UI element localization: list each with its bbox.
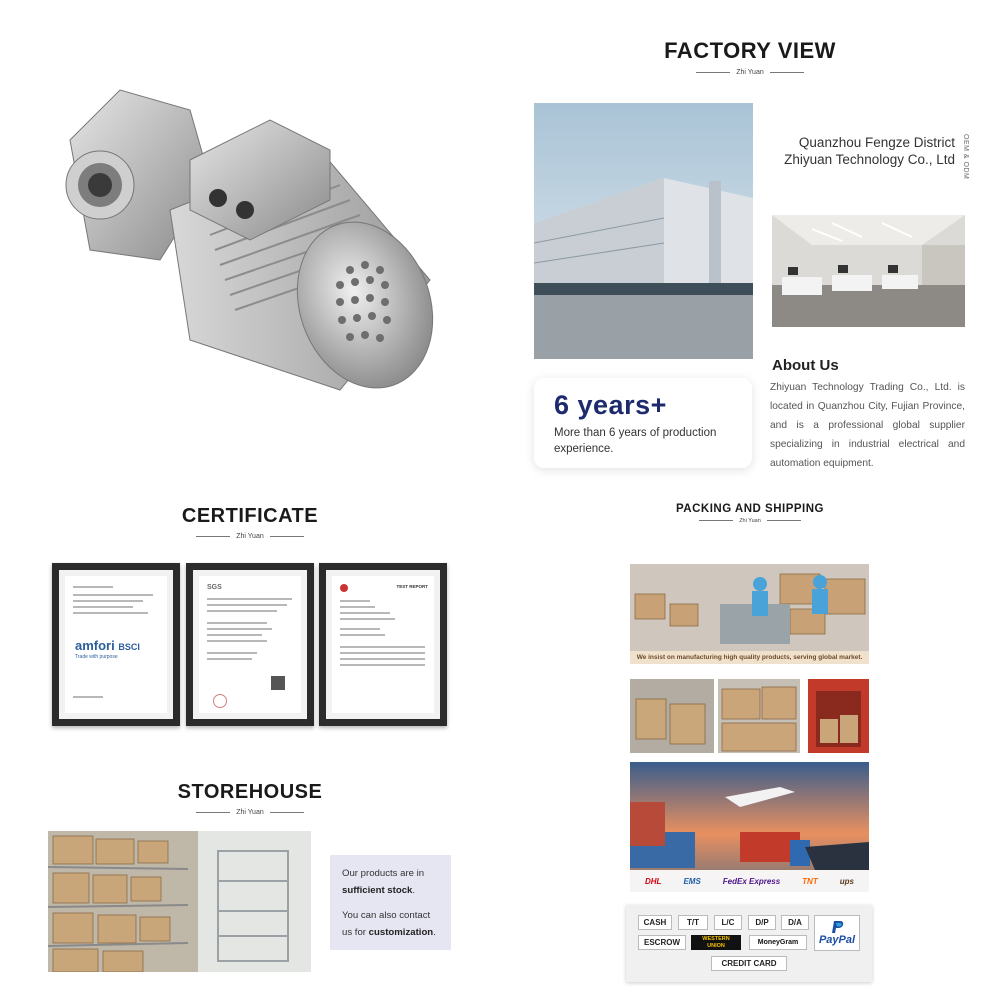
office-interior-photo xyxy=(772,215,965,327)
payment-da: D/A xyxy=(781,915,809,930)
carrier-dhl: DHL xyxy=(645,876,662,886)
sgs-logo: SGS xyxy=(207,584,222,591)
factory-building-photo xyxy=(534,103,753,359)
carrier-logos xyxy=(630,870,869,892)
packing-workers-photo xyxy=(630,564,869,664)
payment-tt: T/T xyxy=(678,915,708,930)
certificate-frame-bsci xyxy=(52,563,180,726)
amfori-tagline: Trade with purpose xyxy=(75,654,118,660)
test-report-heading: TEST REPORT xyxy=(396,584,428,589)
stock-info-box xyxy=(330,855,451,950)
container-loading-photo xyxy=(808,679,869,753)
payment-western-union: WESTERN UNION xyxy=(691,935,741,950)
qr-code-icon xyxy=(271,676,285,690)
about-us-body: Zhiyuan Technology Trading Co., Ltd. is located in Quanzhou City, Fujian Province, and is a professional global supplier specializing in industrial electrical and automation equipment. xyxy=(770,382,965,469)
carrier-fedex: FedEx Express xyxy=(722,876,781,886)
factory-view-subtitle: Zhi Yuan xyxy=(630,69,870,76)
packing-shipping-title: PACKING AND SHIPPING xyxy=(675,503,824,515)
customization-line: You can also contact us for customization. xyxy=(342,910,436,938)
quality-banner: We insist on manufacturing high quality products, serving global market. xyxy=(630,651,869,664)
carrier-ups: ups xyxy=(839,876,854,886)
payment-cash: CASH xyxy=(638,915,672,930)
payment-moneygram: MoneyGram xyxy=(749,935,807,950)
certificate-subtitle: Zhi Yuan xyxy=(130,533,370,540)
company-name xyxy=(755,134,955,168)
payment-lc: L/C xyxy=(714,915,742,930)
packed-boxes-photo-2 xyxy=(718,679,800,753)
oem-odm-label: OEM & ODM xyxy=(962,134,969,180)
packing-shipping-subtitle: Zhi Yuan xyxy=(630,518,870,524)
lab-logo-icon xyxy=(340,584,348,592)
experience-card xyxy=(534,378,752,468)
payment-credit-card: CREDIT CARD xyxy=(711,956,787,971)
factory-view-title: FACTORY VIEW xyxy=(664,38,836,63)
stamp-icon xyxy=(213,694,227,708)
paypal-icon xyxy=(831,920,845,934)
carrier-ems: EMS xyxy=(683,876,701,886)
about-us-title: About Us xyxy=(772,357,839,374)
payment-dp: D/P xyxy=(748,915,776,930)
payment-methods-panel xyxy=(626,905,872,982)
storehouse-shelves-photo xyxy=(48,831,311,972)
payment-paypal: PayPal xyxy=(814,915,860,951)
years-headline: 6 years+ xyxy=(554,390,667,420)
storehouse-subtitle: Zhi Yuan xyxy=(130,809,370,816)
packed-boxes-photo-1 xyxy=(630,679,714,753)
storehouse-title: STOREHOUSE xyxy=(177,781,323,803)
certificate-frame-sgs xyxy=(186,563,314,726)
motor-product-image xyxy=(40,60,460,440)
shipping-logistics-photo xyxy=(630,762,869,892)
stock-line: Our products are in sufficient stock. xyxy=(342,868,425,896)
certificate-title: CERTIFICATE xyxy=(181,505,319,527)
company-name-line1: Quanzhou Fengze District xyxy=(798,135,955,150)
certificate-frame-test-report xyxy=(319,563,447,726)
carrier-tnt: TNT xyxy=(802,876,818,886)
company-name-line2: Zhiyuan Technology Co., Ltd xyxy=(784,152,955,167)
amfori-logo: amfori BSCI xyxy=(75,638,140,653)
payment-escrow: ESCROW xyxy=(638,935,686,950)
years-description: More than 6 years of production experience. xyxy=(554,427,717,455)
